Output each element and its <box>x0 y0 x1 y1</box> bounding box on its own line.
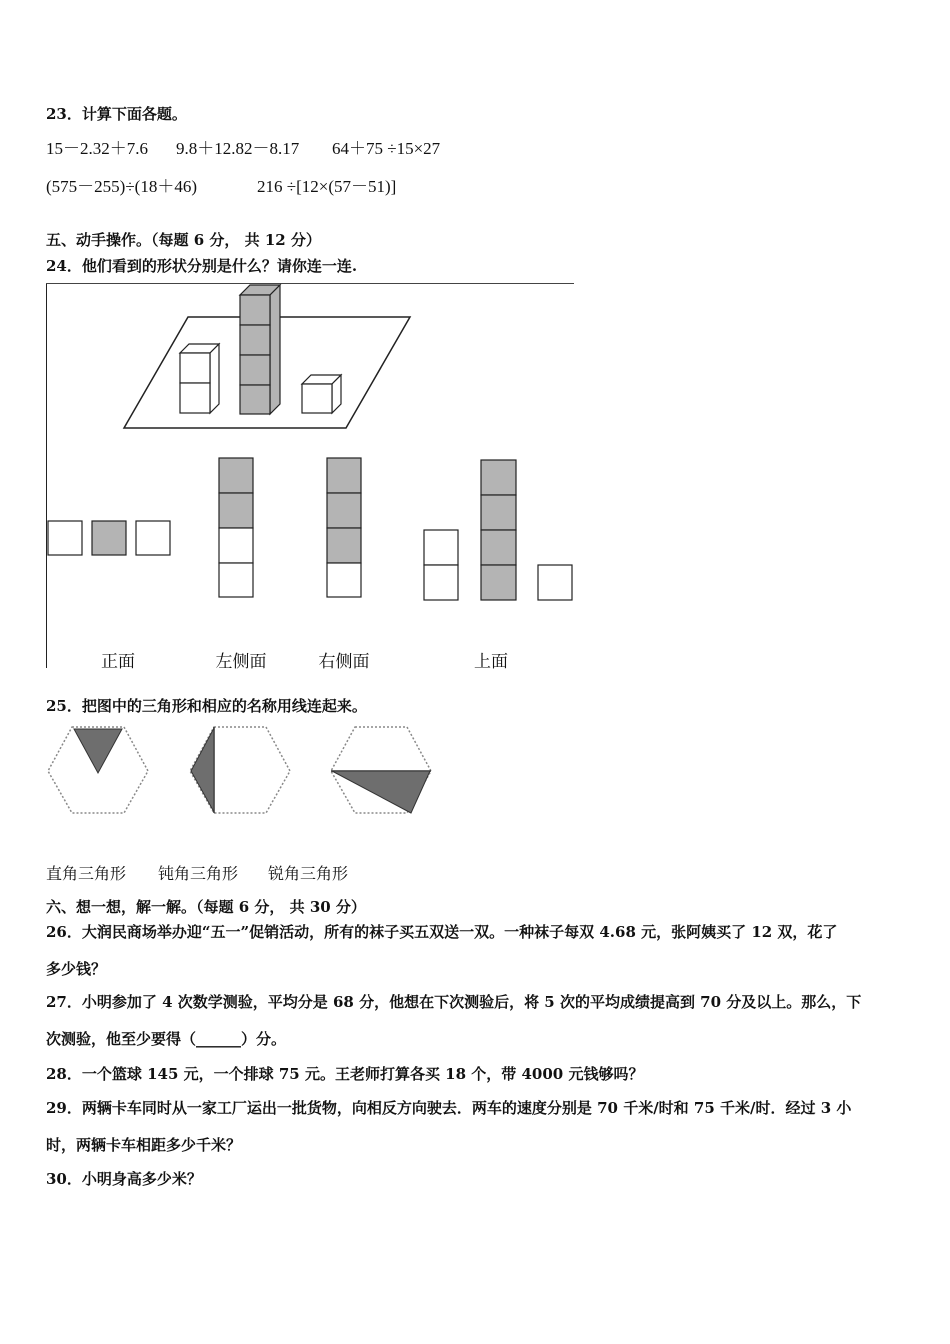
label-top: 上面 <box>474 652 508 672</box>
name-acute-triangle: 锐角三角形 <box>268 864 349 883</box>
name-right-triangle: 直角三角形 <box>46 864 127 883</box>
q23-expr-4: (575－255)÷(18＋46) <box>46 177 197 196</box>
label-right-side: 右侧面 <box>318 652 370 672</box>
hexagon-figure-3 <box>329 725 435 815</box>
section-6-heading: 六、想一想，解一解。（每题 6 分， 共 30 分） <box>46 898 366 916</box>
hexagon-figure-1 <box>46 725 152 815</box>
view-option-row <box>48 521 170 555</box>
label-left-side: 左侧面 <box>215 652 267 672</box>
obtuse-triangle <box>191 728 214 812</box>
section-5-heading: 五、动手操作。（每题 6 分， 共 12 分） <box>46 231 321 249</box>
cube-single-right <box>302 375 341 413</box>
cube-stack-left <box>180 344 219 413</box>
q28: 28．一个篮球 145 元，一个排球 75 元。王老师打算各买 18 个，带 4000 元钱够吗？ <box>46 1065 644 1083</box>
view-option-group <box>424 460 572 600</box>
view-option-column-1 <box>219 458 253 597</box>
q26-line-2: 多少钱？ <box>46 960 107 978</box>
name-obtuse-triangle: 钝角三角形 <box>158 864 239 883</box>
q24-figure <box>46 283 576 668</box>
label-front: 正面 <box>101 652 135 672</box>
q23-expr-5: 216 ÷[12×(57－51)] <box>257 177 397 196</box>
q24-title: 24．他们看到的形状分别是什么？请你连一连. <box>46 257 358 275</box>
q23-expr-3: 64＋75 ÷15×27 <box>332 139 441 158</box>
q27-line-1: 27．小明参加了 4 次数学测验，平均分是 68 分，他想在下次测验后，将 5 次的平均成绩提高到 70 分及以上。那么，下 <box>46 993 862 1011</box>
q29-line-1: 29．两辆卡车同时从一家工厂运出一批货物，向相反方向驶去．两车的速度分别是 70 千米/时和 75 千米/时．经过 3 小 <box>46 1099 852 1117</box>
q30: 30．小明身高多少米？ <box>46 1170 202 1188</box>
q29-line-2: 时，两辆卡车相距多少千米？ <box>46 1136 242 1154</box>
q23-expr-1: 15－2.32＋7.6 <box>46 139 148 158</box>
cube-stack-middle <box>240 285 280 414</box>
q25-title: 25．把图中的三角形和相应的名称用线连起来。 <box>46 697 367 715</box>
q26-line-1: 26．大润民商场举办迎“五一”促销活动，所有的袜子买五双送一双。一种袜子每双 4.68 元，张阿姨买了 12 双，花了 <box>46 923 838 941</box>
hexagon-figure-2 <box>188 725 294 815</box>
q27-line-2: 次测验，他至少要得（______）分。 <box>46 1030 287 1048</box>
q23-title: 23．计算下面各题。 <box>46 105 187 123</box>
q23-expr-2: 9.8＋12.82－8.17 <box>176 139 300 158</box>
view-option-column-2 <box>327 458 361 597</box>
